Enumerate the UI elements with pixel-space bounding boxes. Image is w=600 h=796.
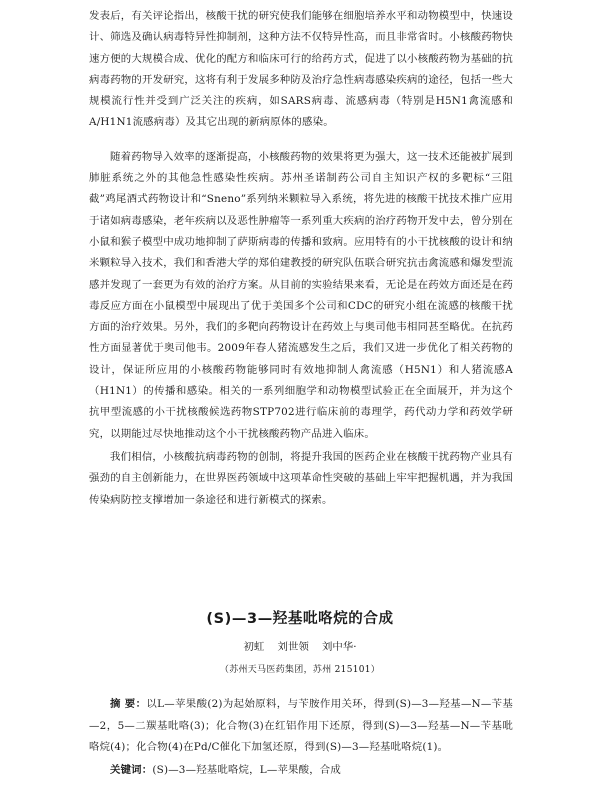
paragraph-2: 随着药物导入效率的逐渐提高，小核酸药物的效果将更为强大，这一技术还能被扩展到肺脏系统之外的其他急性感染性疾病。苏州圣诺制药公司自主知识产权的多靶标“三阻截”鸡尾酒式药物设计和“Sneno”系列纳米颗粒导入系统，将先进的核酸干扰技术推广应用于诸如病毒感染，老年疾病以及恶性肿瘤等一系列重大疾病的治疗药物开发中去，曾分别在小鼠和猴子模型中成功地抑制了萨斯病毒的传播和致病。应用特有的小干扰核酸的设计和纳米颗粒导入技术，我们和香港大学的郑伯建教授的研究队伍联合研究抗击禽流感和爆发型流感并发现了一套更为有效的治疗方案。从目前的实验结果来看，无论是在药效方面还是在药毒反应方面在小鼠模型中展现出了优于美国多个公司和CDC的研究小组在流感的核酸干扰方面的治疗效果。另外，我们的多靶向药物设计在药效上与奥司他韦相同甚至略优。在抗药性方面显著优于奥司他韦。2009年春人猪流感发生之后，我们又进一步优化了相关药物的设计，保证所应用的小核酸药物能够同时有效地抑制人禽流感（H5N1）和人猪流感A（H1N1）的传播和感染。相关的一系列细胞学和动物模型试验正在全面展开，并为这个抗甲型流感的小干扰核酸候选药物STP702进行临床前的毒理学，药代动力学和药效学研究，以期能过尽快地推动这个小干扰核酸药物产品进入临床。 bbox=[89, 150, 513, 440]
article-authors: 初虹 刘世领 刘中华· bbox=[243, 641, 357, 653]
abstract-text: 以L—苹果酸(2)为起始原料，与苄胺作用关环，得到(S)—3—羟基—N—苄基—2，5—二羰基吡咯(3)；化合物(3)在红铝作用下还原，得到(S)—3—羟基—N—苄基吡咯烷(4)；化合物(4)在Pd/C催化下加氢还原，得到(S)—3—羟基吡咯烷(1)。 bbox=[89, 698, 513, 754]
article-affiliation: （苏州天马医药集团，苏州 215101） bbox=[219, 665, 381, 675]
article-title: (S)—3—羟基吡咯烷的合成 bbox=[206, 611, 394, 627]
abstract-label: 摘 要： bbox=[110, 698, 147, 710]
paragraph-3: 我们相信，小核酸抗病毒药物的创制，将提升我国的医药企业在核酸干扰药物产业具有强劲的自主创新能力，在世界医药领域中这项革命性突破的基础上牢牢把握机遇，并为我国传染病防控支撑增加一条途径和进行新模式的探索。 bbox=[89, 450, 513, 506]
keywords-paragraph bbox=[110, 760, 514, 781]
keywords-text: (S)—3—羟基吡咯烷，L—苹果酸，合成 bbox=[152, 764, 341, 776]
paragraph-1: 发表后，有关评论指出，核酸干扰的研究使我们能够在细胞培养水平和动物模型中，快速设计、筛选及确认病毒特异性抑制剂，这种方法不仅特异性高，而且非常省时。小核酸药物快速方便的大规模合成、优化的配方和临床可行的给药方式，促进了以小核酸药物为基础的抗病毒药物的开发研究，这将有利于发展多种防及治疗急性病毒感染疾病的途径，包括一些大规模流行性并受到广泛关注的疾病，如SARS病毒、流感病毒（特别是H5N1禽流感和A/H1N1流感病毒）及其它出现的新病原体的感染。 bbox=[89, 10, 513, 129]
keywords bbox=[110, 760, 514, 781]
abstract-paragraph bbox=[89, 694, 513, 759]
keywords-label: 关键词： bbox=[110, 764, 153, 776]
abstract bbox=[89, 694, 513, 759]
body-text bbox=[89, 6, 513, 511]
